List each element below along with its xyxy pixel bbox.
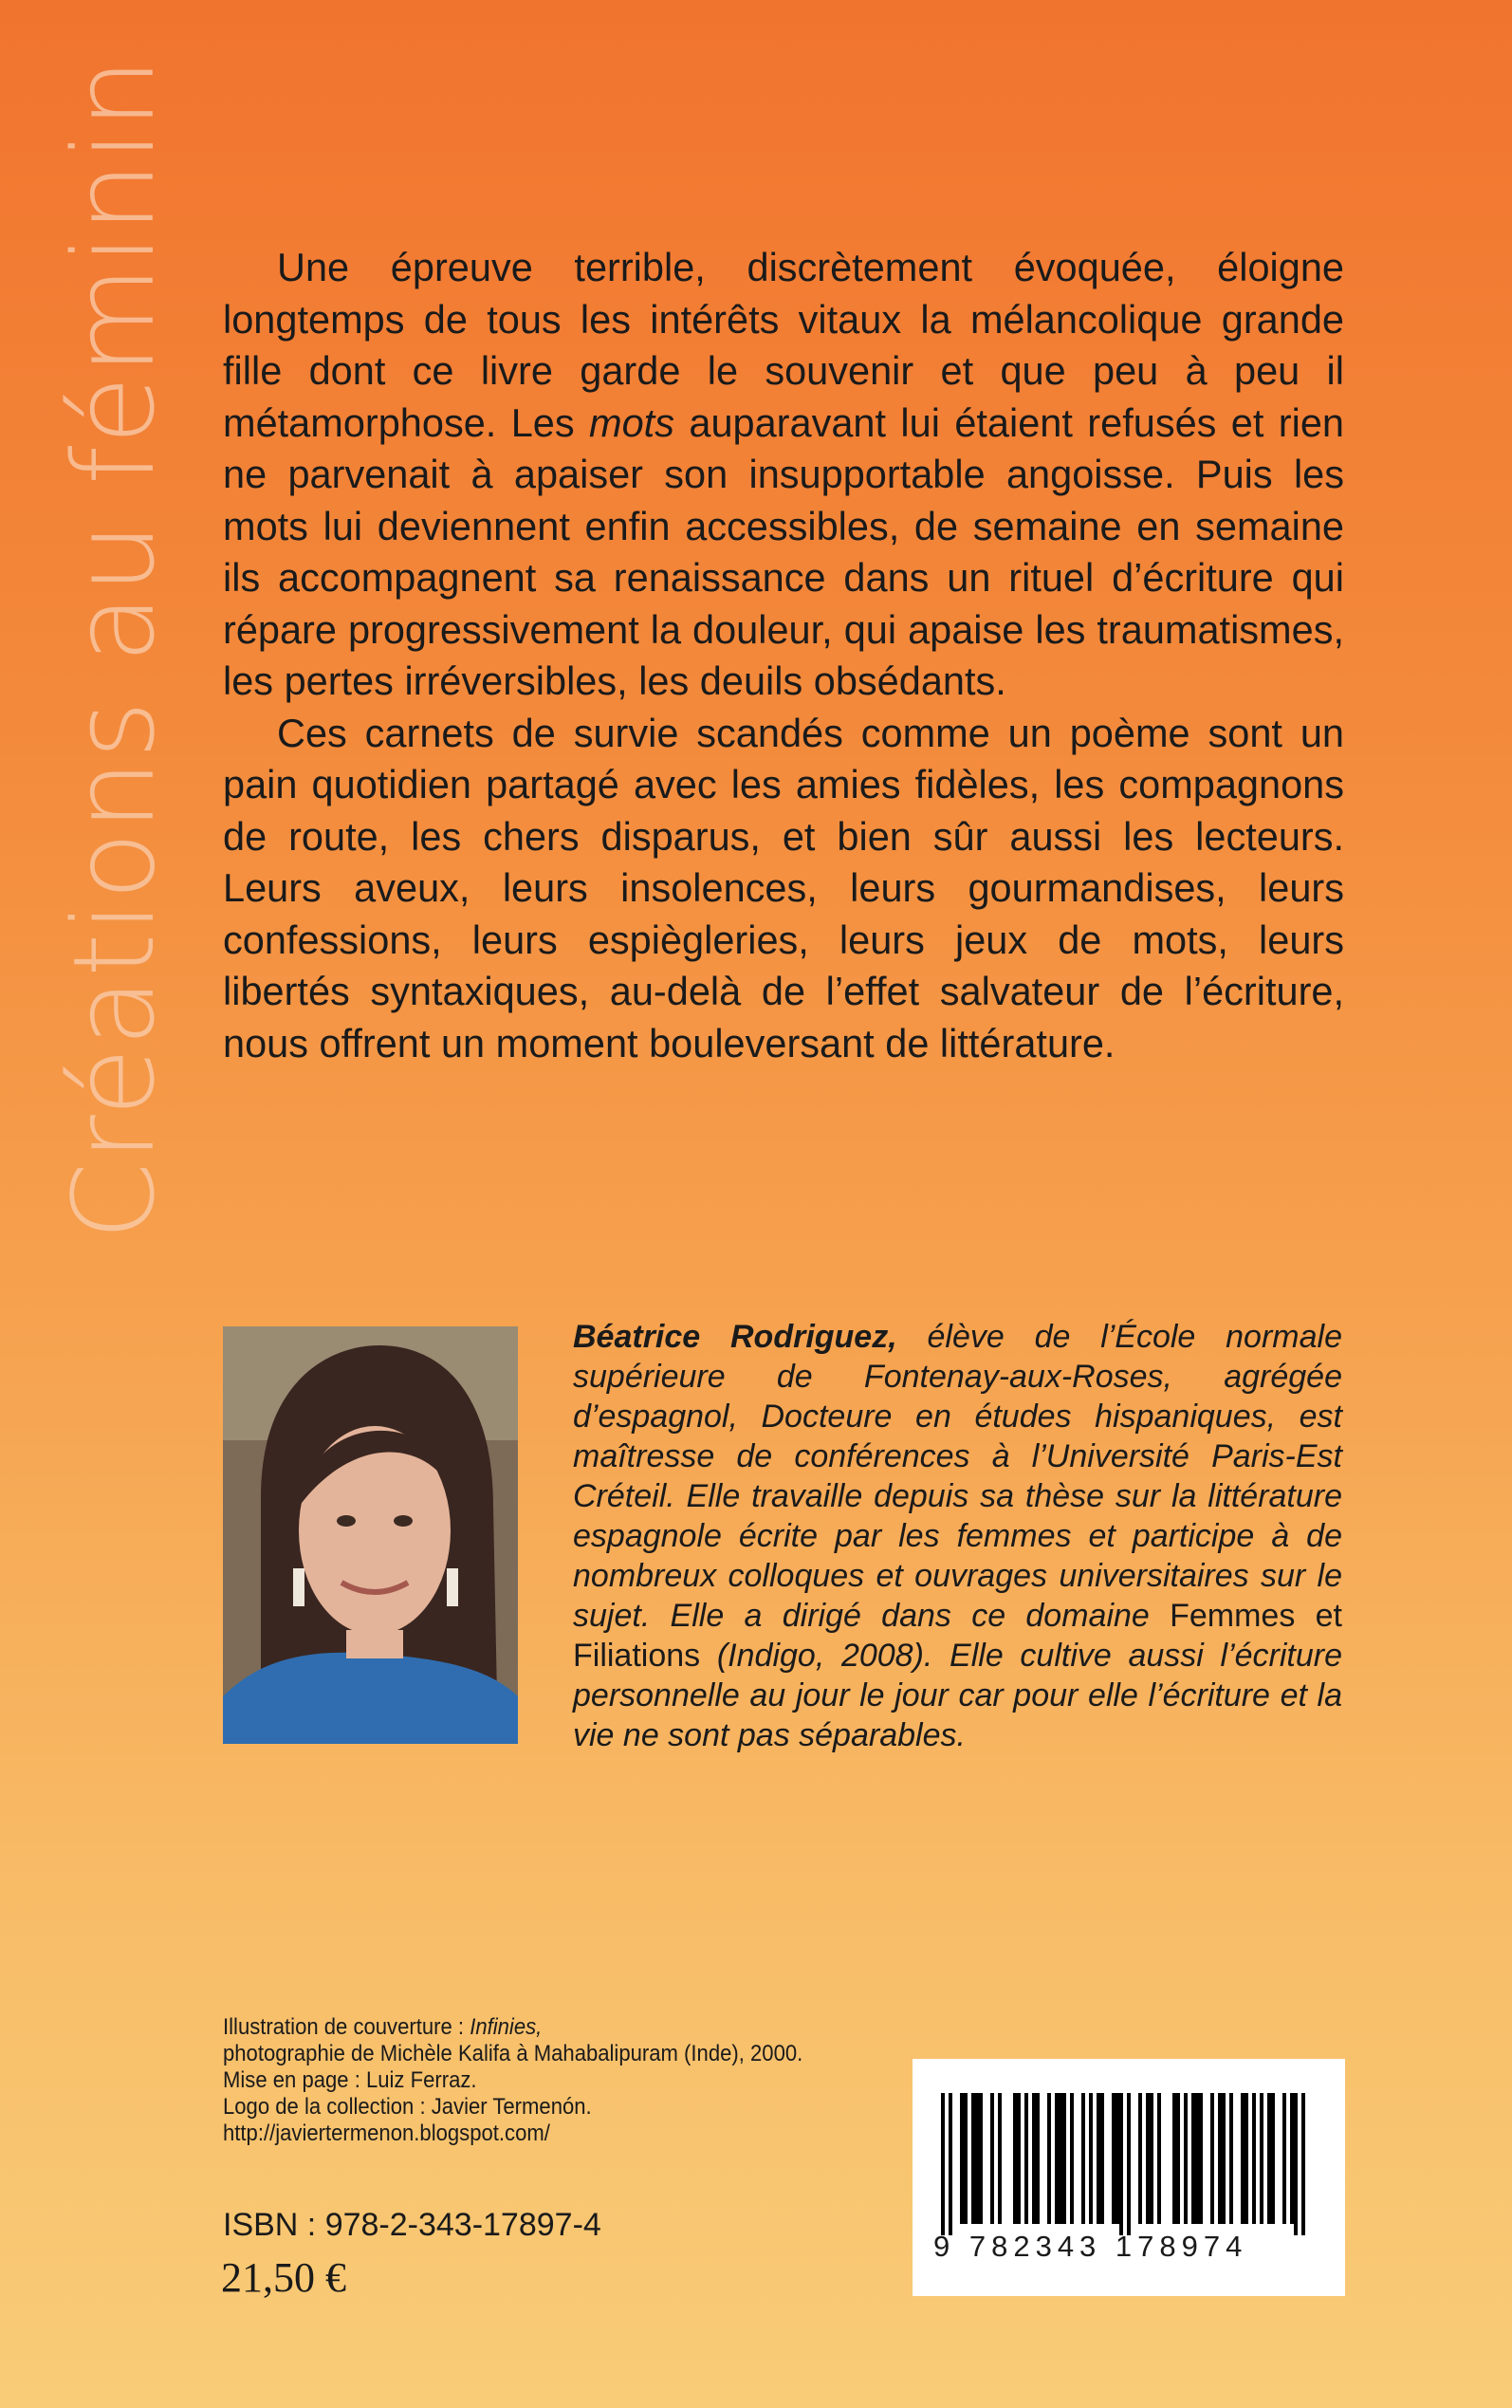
barcode-digits: 9 782343 178974 (933, 2230, 1248, 2263)
barcode-bar (1191, 2093, 1195, 2224)
barcode-bar (1290, 2093, 1294, 2224)
credit-illustration-label: Illustration de couverture : (223, 2014, 470, 2040)
barcode-bar (1271, 2093, 1275, 2224)
credit-illustration (223, 2014, 851, 2041)
author-name: Béatrice Rodriguez, (573, 1319, 897, 1355)
barcode-bar (964, 2093, 968, 2224)
barcode-bar (1146, 2093, 1150, 2224)
author-biography (573, 1317, 1342, 1755)
barcode-bar (998, 2093, 1002, 2224)
barcode-bar (1184, 2093, 1188, 2224)
barcode-bar (960, 2093, 964, 2224)
barcode-bar (1245, 2093, 1248, 2224)
barcode-bar (1282, 2093, 1286, 2224)
isbn: ISBN : 978-2-343-17897-4 (223, 2207, 601, 2243)
barcode-bar (1070, 2093, 1074, 2224)
blurb-paragraph-2: Ces carnets de survie scandés comme un poème sont un pain quotidien partagé avec les amies fidèles, les compagnons de route, les chers disparus, et bien sûr aussi les lecteurs. Leurs aveux, leurs insolences, leurs gourmandises, leurs confessions, leurs espiègleries, leurs jeux de mots, leurs libertés syntaxiques, au-delà de l’effet salvateur de l’écriture, nous offrent un moment bouleversant de littérature. (223, 710, 1344, 1065)
barcode-bar (1024, 2093, 1028, 2224)
barcode-bar (1062, 2093, 1066, 2224)
barcode-bar (971, 2093, 975, 2224)
collection-title-text: Créations au féminin (48, 57, 179, 1241)
barcode-bar (1059, 2093, 1062, 2224)
blurb-p1-start: Une épreuve terrible, discrètement évoquée, éloigne longtemps de tous les intérêts vitaux la mélancolique grande fille dont ce livre garde le souvenir et que peu à peu il métamorphose. Les (223, 245, 1344, 445)
barcode-bar (1055, 2093, 1059, 2224)
barcode-bar (975, 2093, 979, 2224)
credit-url: http://javiertermenon.blogspot.com/ (223, 2121, 550, 2146)
barcode-bar (1176, 2093, 1180, 2224)
blurb-p1-end: auparavant lui étaient refusés et rien ne parvenait à apaiser son insupportable angoisse. Puis les mots lui deviennent enfin accessibles, de semaine en semaine ils accompagnent sa renaissance dans un rituel d’écriture qui répare progressivement la douleur, qui apaise les traumatismes, les pertes irréversibles, les deuils obsédants. (223, 399, 1344, 703)
barcode-bar (1218, 2093, 1222, 2224)
barcode-bar (1097, 2093, 1100, 2224)
barcode-bar (1229, 2093, 1233, 2224)
barcode-bar (1119, 2093, 1123, 2235)
barcode-bar (990, 2093, 994, 2224)
barcode-bar (1172, 2093, 1176, 2224)
barcode-bar (1260, 2093, 1263, 2224)
author-portrait-illustration (223, 1326, 518, 1744)
barcode-bar (1157, 2093, 1161, 2224)
barcode-bar (1081, 2093, 1085, 2224)
barcode-bar (1252, 2093, 1256, 2224)
bio-book-title: Femmes et Filiations (573, 1598, 1342, 1674)
barcode-bar (1267, 2093, 1271, 2224)
barcode-bar (941, 2093, 945, 2235)
barcode-bar (1138, 2093, 1142, 2224)
barcode-bar (1032, 2093, 1036, 2224)
barcode-bar (1150, 2093, 1153, 2224)
price: 21,50 € (221, 2254, 346, 2301)
barcode-bar (1100, 2093, 1104, 2224)
barcode-bar (1199, 2093, 1203, 2224)
barcode-bar (1210, 2093, 1214, 2224)
credit-logo: Logo de la collection : Javier Termenón. (223, 2094, 592, 2120)
barcode-bar (1116, 2093, 1119, 2224)
bio-text-1: élève de l’École normale supérieure de Fontenay-aux-Roses, agrégée d’espagnol, Docteure en études hispaniques, est maîtresse de conférences à l’Université Paris-Est Créteil. Elle travaille depuis sa thèse sur la littérature espagnole écrite par les femmes et participe à de nombreux colloques et ouvrages universitaires sur le sujet. Elle a dirigé dans ce domaine (573, 1319, 1342, 1634)
barcode-bar (1294, 2093, 1298, 2235)
barcode-bar (1047, 2093, 1051, 2224)
author-photo (223, 1326, 518, 1744)
barcode-bar (1013, 2093, 1017, 2224)
barcode-bar (1195, 2093, 1199, 2224)
barcode-bar (1017, 2093, 1021, 2224)
barcode-bar (1127, 2093, 1131, 2235)
barcode-bars (939, 2093, 1318, 2235)
credit-layout: Mise en page : Luiz Ferraz. (223, 2067, 477, 2093)
cover-credits (223, 2014, 851, 2147)
collection-title (48, 57, 179, 1689)
barcode-bar (979, 2093, 983, 2224)
credit-illustration-title: Infinies, (470, 2014, 543, 2040)
barcode (913, 2059, 1345, 2296)
back-cover-blurb (223, 242, 1344, 1069)
barcode-bar (1222, 2093, 1226, 2224)
blurb-paragraph-1 (223, 242, 1344, 708)
credit-photo: photographie de Michèle Kalifa à Mahabalipuram (Inde), 2000. (223, 2041, 803, 2066)
barcode-bar (949, 2093, 952, 2235)
barcode-bar (1241, 2093, 1245, 2224)
blurb-p1-emphasis: mots (589, 399, 674, 445)
bio-text-2: (Indigo, 2008). Elle cultive aussi l’écriture personnelle au jour le jour car pour elle l’écriture et la vie ne sont pas séparables. (573, 1638, 1342, 1753)
barcode-bar (1112, 2093, 1116, 2224)
barcode-bar (1301, 2093, 1305, 2235)
barcode-bar (1089, 2093, 1093, 2224)
barcode-bar (1036, 2093, 1040, 2224)
